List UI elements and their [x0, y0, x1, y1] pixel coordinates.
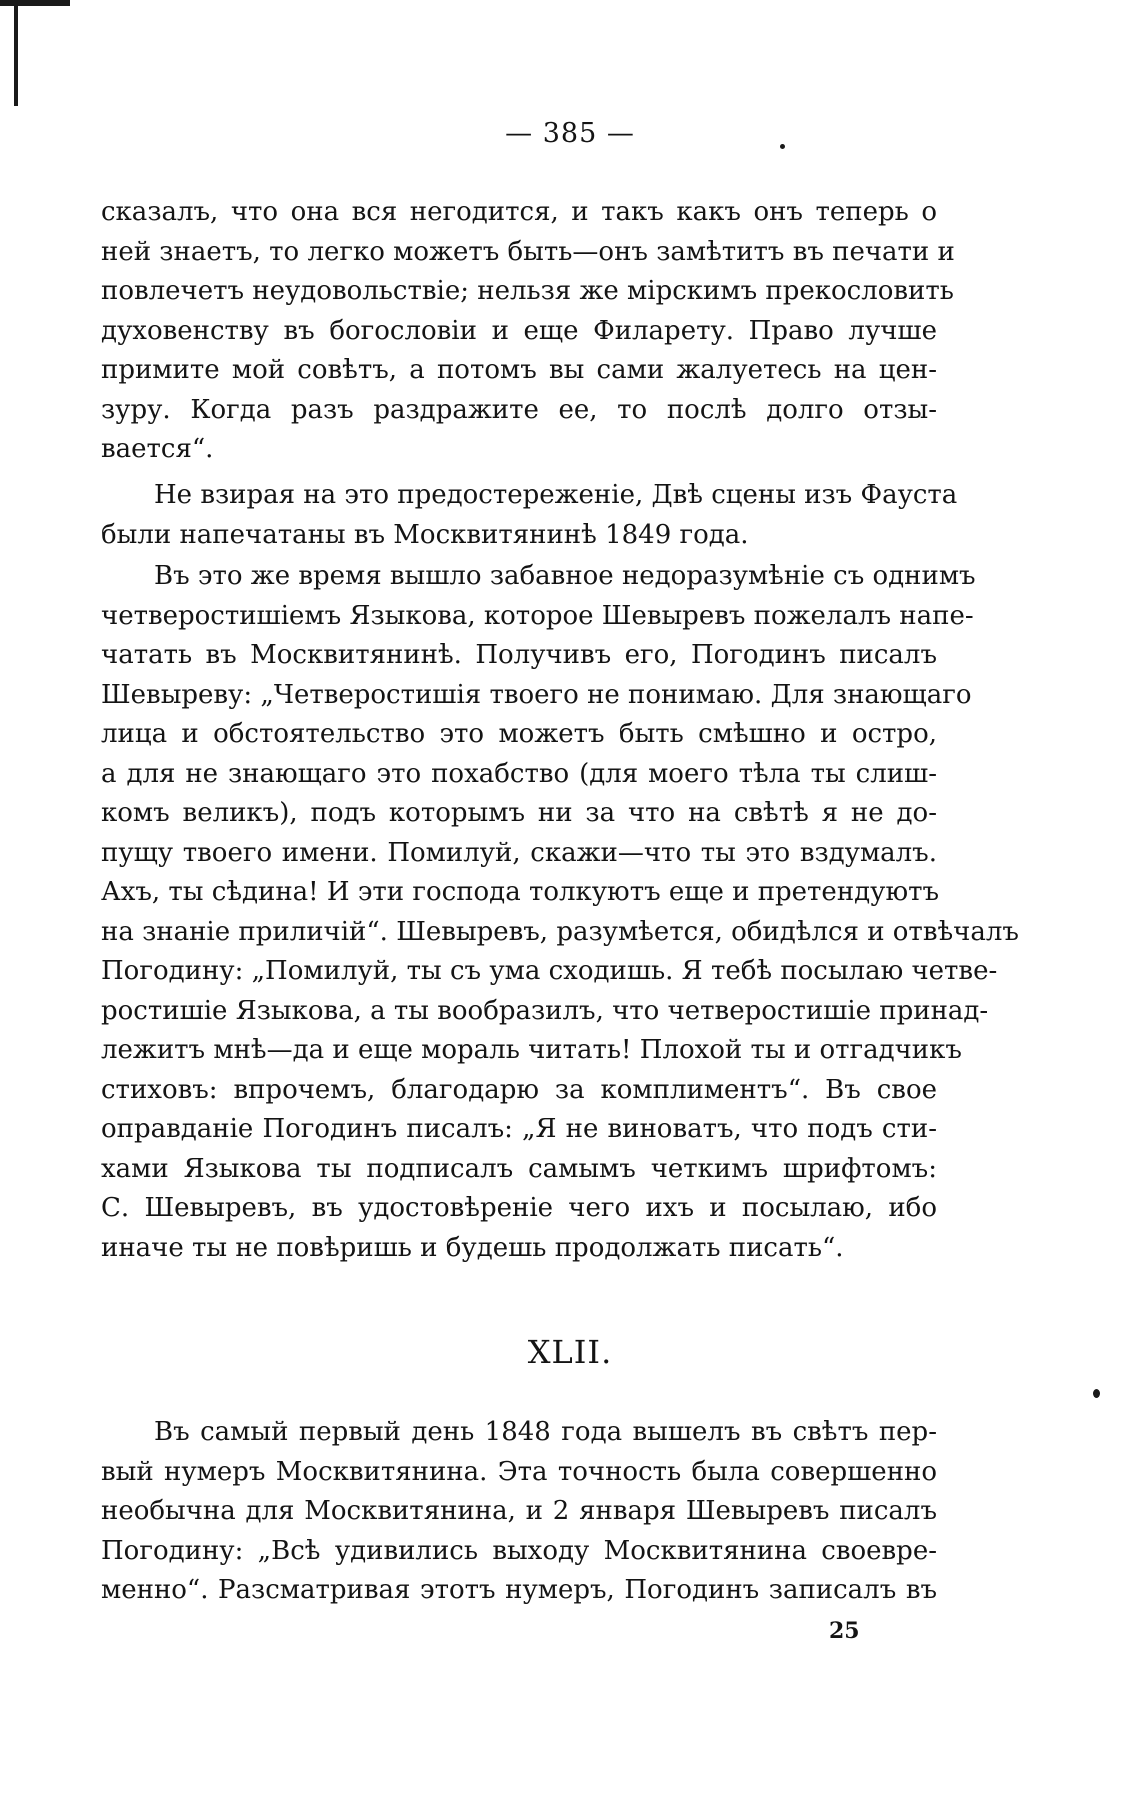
- text-line: Погодину: „Помилуй, ты съ ума сходишь. Я тебѣ посылаю четве-: [101, 956, 998, 986]
- text-line: Шевыреву: „Четверостишія твоего не понимаю. Для знающаго: [101, 679, 972, 710]
- text-line: вается“.: [101, 434, 214, 464]
- text-line: ней знаетъ, то легко можетъ быть—онъ замѣтитъ въ печати и: [101, 236, 955, 267]
- section-heading: XLII.: [527, 1333, 613, 1371]
- text-line: Въ это же время вышло забавное недоразумѣніе съ однимъ: [154, 561, 976, 591]
- text-line: повлечетъ неудовольствіе; нельзя же мірскимъ прекословить: [101, 276, 954, 306]
- page-number-header: — 385 —: [505, 118, 635, 149]
- text-line: оправданіе Погодинъ писалъ: „Я не виноватъ, что подъ сти-: [101, 1114, 937, 1144]
- paragraph-1: [101, 193, 955, 470]
- paragraph-2: [101, 476, 958, 555]
- text-line: Погодину: „Всѣ удивились выходу Москвитянина своевре-: [101, 1535, 937, 1566]
- scan-edge-mark: [14, 6, 18, 106]
- text-line: Ахъ, ты сѣдина! И эти господа толкуютъ еще и претендуютъ: [101, 877, 940, 907]
- text-line: зуру. Когда разъ раздражите ее, то послѣ долго отзы-: [101, 394, 937, 425]
- text-line: чатать въ Москвитянинѣ. Получивъ его, Погодинъ писалъ: [101, 640, 937, 670]
- text-line: четверостишіемъ Языкова, которое Шевыревъ пожелалъ напе-: [101, 600, 974, 631]
- text-line: С. Шевыревъ, въ удостовѣреніе чего ихъ и посылаю, ибо: [101, 1193, 937, 1223]
- text-line: стиховъ: впрочемъ, благодарю за комплиментъ“. Въ свое: [101, 1074, 937, 1105]
- text-line: вый нумеръ Москвитянина. Эта точность была совершенно: [101, 1456, 937, 1487]
- paragraph-4: [101, 1413, 937, 1611]
- text-line: комъ великъ), подъ которымъ ни за что на свѣтѣ я не до-: [101, 798, 937, 828]
- text-line: были напечатаны въ Москвитянинѣ 1849 года.: [101, 519, 749, 550]
- text-line: лежитъ мнѣ—да и еще мораль читать! Плохой ты и отгадчикъ: [101, 1035, 962, 1065]
- signature-mark: 25: [829, 1618, 860, 1644]
- paragraph-3: [101, 557, 1019, 1268]
- text-line: примите мой совѣтъ, а потомъ вы сами жалуетесь на цен-: [101, 355, 937, 385]
- text-line: пущу твоего имени. Помилуй, скажи—что ты это вздумалъ.: [101, 837, 937, 868]
- text-line: иначе ты не повѣришь и будешь продолжать писать“.: [101, 1232, 844, 1263]
- text-line: необычна для Москвитянина, и 2 января Шевыревъ писалъ: [101, 1496, 937, 1526]
- text-line: сказалъ, что она вся негодится, и такъ какъ онъ теперь о: [101, 197, 937, 227]
- text-line: а для не знающаго это похабство (для моего тѣла ты слиш-: [101, 758, 937, 789]
- text-line: хами Языкова ты подписалъ самымъ четкимъ шрифтомъ:: [101, 1153, 937, 1184]
- scan-dot: [1093, 1389, 1100, 1398]
- text-line: ростишіе Языкова, а ты вообразилъ, что четверостишіе принад-: [101, 995, 989, 1026]
- text-line: лица и обстоятельство это можетъ быть смѣшно и остро,: [101, 719, 937, 749]
- text-line: духовенству въ богословіи и еще Филарету. Право лучше: [101, 315, 937, 346]
- text-line: на знаніе приличій“. Шевыревъ, разумѣется, обидѣлся и отвѣчалъ: [101, 916, 1019, 947]
- scan-corner-mark: [0, 0, 70, 6]
- text-line: Въ самый первый день 1848 года вышелъ въ свѣтъ пер-: [154, 1417, 937, 1447]
- text-line: менно“. Разсматривая этотъ нумеръ, Погодинъ записалъ въ: [101, 1575, 937, 1605]
- text-line: Не взирая на это предостереженіе, Двѣ сцены изъ Фауста: [154, 480, 958, 510]
